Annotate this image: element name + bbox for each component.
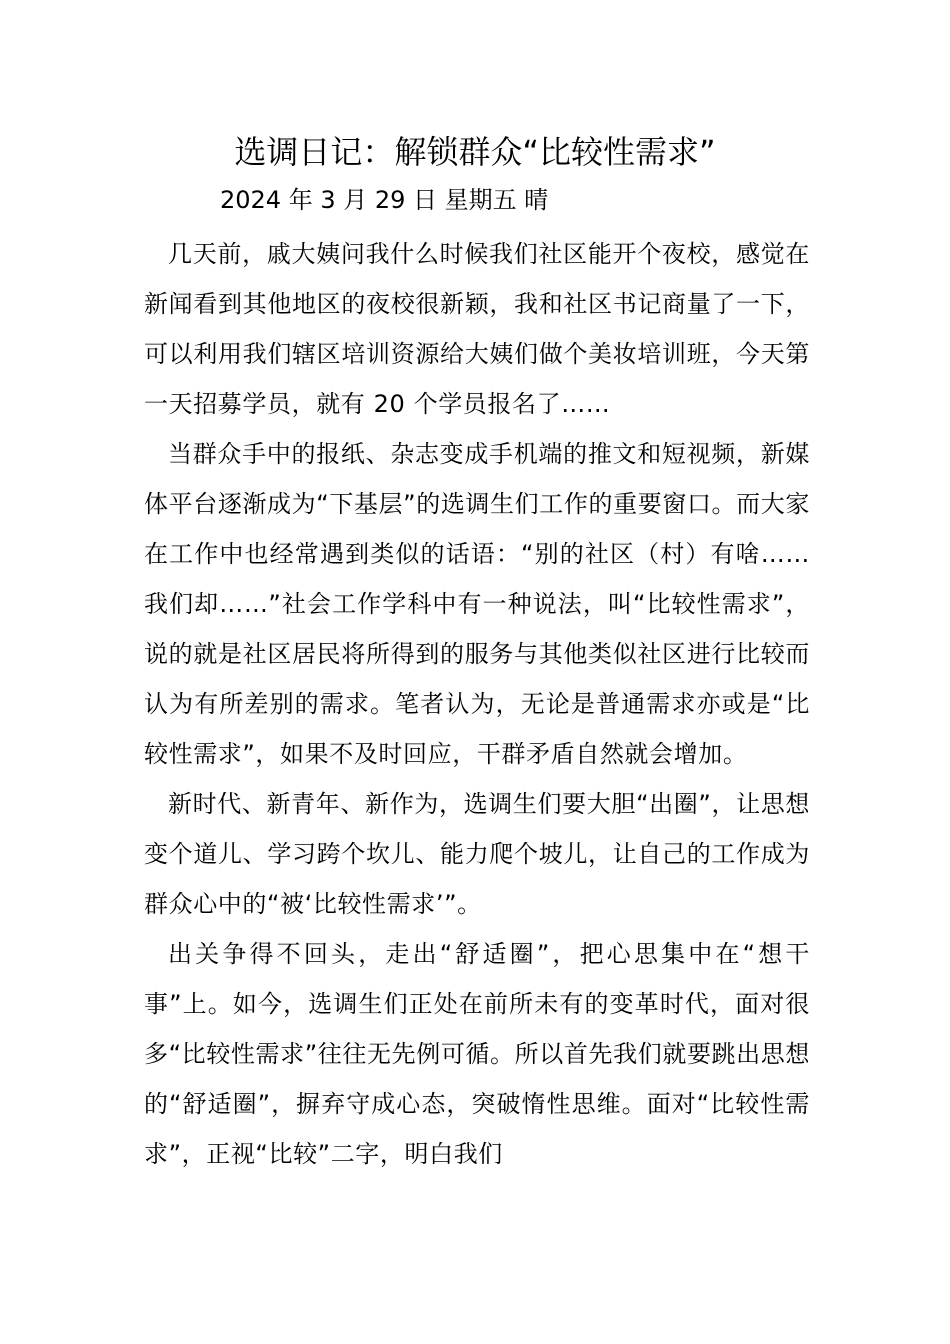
paragraph: 新时代、新青年、新作为，选调生们要大胆“出圈”，让思想变个道儿、学习跨个坎儿、能力爬个坡儿，让自己的工作成为群众心中的“被‘比较性需求’”。	[144, 790, 810, 918]
paragraph: 当群众手中的报纸、杂志变成手机端的推文和短视频，新媒体平台逐渐成为“下基层”的选调生们工作的重要窗口。而大家在工作中也经常遇到类似的话语：“别的社区（村）有啥……我们却……”社会工作学科中有一种说法，叫“比较性需求”，说的就是社区居民将所得到的服务与其他类似社区进行比较而认为有所差别的需求。笔者认为，无论是普通需求亦或是“比较性需求”，如果不及时回应，干群矛盾自然就会增加。	[144, 440, 810, 768]
diary-dateline: 2024 年 3 月 29 日 星期五 晴	[220, 186, 549, 214]
paragraph: 出关争得不回头，走出“舒适圈”，把心思集中在“想干事”上。如今，选调生们正处在前所未有的变革时代，面对很多“比较性需求”往往无先例可循。所以首先我们就要跳出思想的“舒适圈”，摒弃守成心态，突破惰性思维。面对“比较性需求”，正视“比较”二字，明白我们	[144, 940, 810, 1168]
document-body	[144, 229, 810, 1179]
document-title: 选调日记：解锁群众“比较性需求”	[234, 133, 716, 171]
paragraph: 几天前，戚大姨问我什么时候我们社区能开个夜校，感觉在新闻看到其他地区的夜校很新颖，我和社区书记商量了一下，可以利用我们辖区培训资源给大姨们做个美妆培训班，今天第一天招募学员，就有 20 个学员报名了……	[144, 240, 810, 418]
